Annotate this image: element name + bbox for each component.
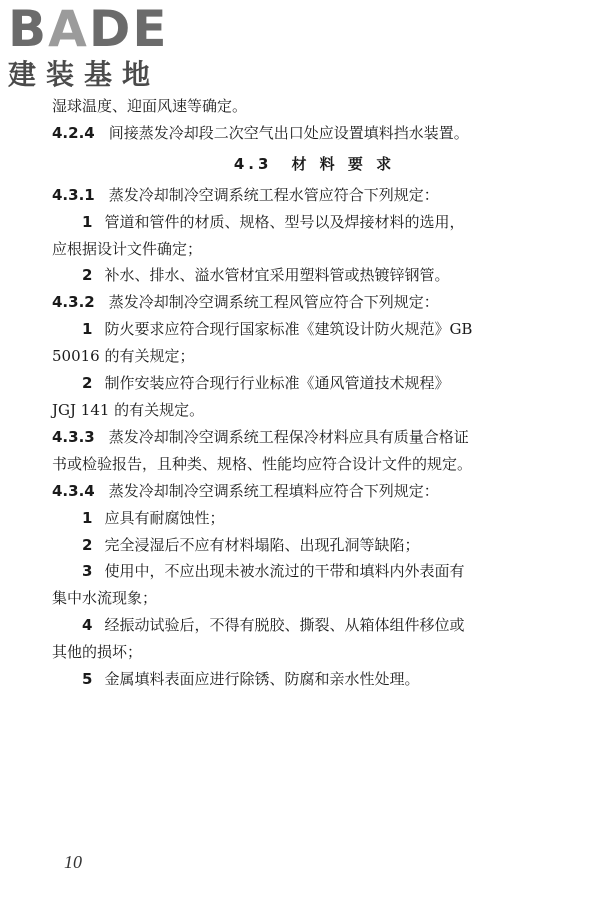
item-4-3-4-3	[52, 558, 557, 585]
clause-4-3-4	[52, 478, 557, 505]
item-number: 4	[82, 616, 93, 635]
item-4-3-4-4	[52, 612, 557, 639]
page-number: 10	[64, 852, 82, 872]
item-number: 2	[82, 374, 93, 393]
item-text: 金属填料表面应进行除锈、防腐和亲水性处理。	[104, 670, 420, 689]
item-4-3-1-1	[52, 209, 557, 236]
item-4-3-2-1-cont: 50016 的有关规定；	[52, 347, 195, 366]
item-text: 完全浸湿后不应有材料塌陷、出现孔洞等缺陷；	[104, 535, 420, 554]
clause-text: 间接蒸发冷却段二次空气出口处应设置填料挡水装置。	[108, 123, 469, 142]
item-number: 1	[82, 212, 93, 231]
item-number: 3	[82, 562, 93, 581]
logo-letter-b: B	[8, 0, 49, 58]
item-text: 防火要求应符合现行国家标准《建筑设计防火规范》GB	[104, 320, 473, 339]
clause-text: 蒸发冷却制冷空调系统工程风管应符合下列规定：	[108, 293, 439, 312]
paragraph-continuation: 湿球温度、迎面风速等确定。	[52, 97, 248, 115]
item-number: 2	[82, 266, 93, 285]
clause-4-3-2	[52, 289, 557, 316]
clause-number: 4.3.2	[52, 293, 95, 312]
clause-4-3-1	[52, 182, 557, 209]
item-number: 1	[82, 320, 93, 339]
item-text: 应具有耐腐蚀性；	[104, 508, 225, 527]
item-4-3-4-5	[52, 666, 557, 693]
document-body	[52, 93, 557, 693]
logo-tagline: 建装基地	[8, 58, 161, 91]
clause-number: 4.2.4	[52, 123, 95, 142]
clause-4-2-4	[52, 120, 557, 147]
item-4-3-4-2	[52, 532, 557, 559]
item-number: 2	[82, 535, 93, 554]
item-text: 制作安装应符合现行行业标准《通风管道技术规程》	[104, 374, 450, 393]
logo-letters-de: DE	[88, 0, 169, 58]
logo	[8, 0, 176, 92]
clause-number: 4.3.1	[52, 185, 95, 204]
clause-text: 蒸发冷却制冷空调系统工程保冷材料应具有质量合格证	[108, 427, 469, 446]
clause-number: 4.3.3	[52, 427, 95, 446]
item-4-3-4-1	[52, 505, 557, 532]
item-text: 经振动试验后，不得有脱胶、撕裂、从箱体组件移位或	[104, 616, 465, 635]
clause-4-3-3	[52, 424, 557, 451]
item-4-3-1-2	[52, 262, 557, 289]
clause-number: 4.3.4	[52, 481, 95, 500]
logo-wordmark	[8, 0, 176, 58]
item-text: 管道和管件的材质、规格、型号以及焊接材料的选用，	[104, 212, 465, 231]
item-4-3-4-4-cont: 其他的损坏；	[52, 643, 143, 662]
item-4-3-2-1	[52, 316, 557, 343]
item-4-3-2-2	[52, 370, 557, 397]
item-4-3-1-1-cont: 应根据设计文件确定；	[52, 239, 203, 258]
item-number: 1	[82, 508, 93, 527]
clause-text: 蒸发冷却制冷空调系统工程水管应符合下列规定：	[108, 185, 439, 204]
item-text: 补水、排水、溢水管材宜采用塑料管或热镀锌钢管。	[104, 266, 450, 285]
item-4-3-4-3-cont: 集中水流现象；	[52, 589, 158, 608]
section-heading: 4.3 材 料 要 求	[233, 154, 396, 173]
clause-text: 蒸发冷却制冷空调系统工程填料应符合下列规定：	[108, 481, 439, 500]
item-4-3-2-2-cont: JGJ 141 的有关规定。	[52, 400, 205, 419]
clause-4-3-3-cont: 书或检验报告，且种类、规格、性能均应符合设计文件的规定。	[52, 454, 473, 473]
item-number: 5	[82, 670, 93, 689]
logo-letter-a: A	[48, 0, 89, 58]
item-text: 使用中，不应出现未被水流过的干带和填料内外表面有	[104, 562, 465, 581]
